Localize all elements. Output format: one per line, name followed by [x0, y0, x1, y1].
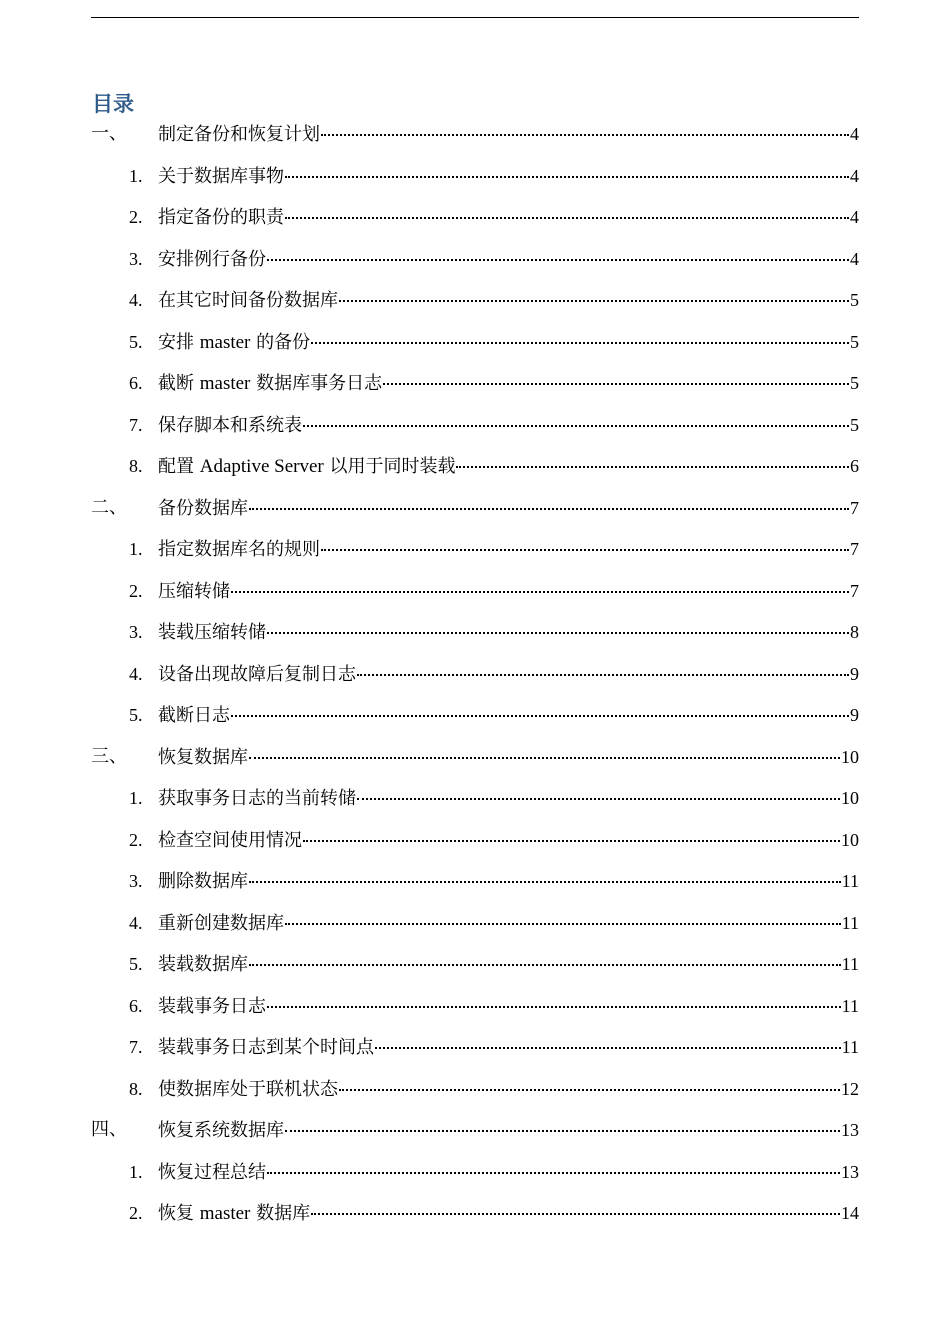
toc-entry-label: 设备出现故障后复制日志 [158, 663, 356, 685]
toc-entry-number: 5. [129, 954, 143, 974]
header-rule [91, 17, 859, 18]
toc-entry-page-number: 9 [850, 663, 859, 684]
toc-entry-label: 装载事务日志到某个时间点 [158, 1037, 374, 1058]
toc-entry-page-number: 12 [841, 1078, 859, 1099]
toc-section-entry[interactable] [91, 569, 859, 611]
toc-entry-number: 3. [129, 871, 143, 891]
toc-entry-line [158, 703, 859, 727]
toc-entry-number: 一、 [91, 123, 127, 144]
toc-section-entry[interactable] [91, 1191, 859, 1233]
toc-section-entry[interactable] [91, 278, 859, 320]
toc-section-entry[interactable] [91, 154, 859, 196]
toc-entry-label: 备份数据库 [158, 497, 248, 519]
toc-entry-line [158, 786, 859, 810]
toc-entry-page-number: 8 [850, 622, 859, 642]
toc-entry-line [158, 496, 859, 520]
toc-section-entry[interactable] [91, 984, 859, 1026]
toc-entry-number: 4. [129, 290, 143, 310]
toc-entry-number: 3. [129, 248, 143, 269]
toc-entry-number: 四、 [91, 1119, 127, 1140]
toc-entry-page-number: 6 [850, 456, 859, 476]
toc-dot-leader [303, 425, 849, 427]
toc-dot-leader [267, 1172, 840, 1174]
toc-entry-line [158, 1201, 859, 1225]
toc-section-entry[interactable] [91, 942, 859, 984]
toc-entry-number: 1. [129, 788, 143, 808]
toc-entry-line [158, 122, 859, 146]
toc-entry-number: 1. [129, 1161, 143, 1182]
toc-section-entry[interactable] [91, 444, 859, 486]
toc-entry-line [158, 537, 859, 561]
toc-entry-label: 检查空间使用情况 [158, 829, 302, 851]
toc-entry-label: 配置 Adaptive Server 以用于同时装载 [158, 456, 456, 477]
toc-entry-line [158, 205, 859, 229]
toc-entry-page-number: 11 [841, 954, 859, 974]
toc-entry-line [158, 413, 859, 437]
toc-entry-number: 二、 [91, 496, 127, 518]
toc-dot-leader [456, 466, 849, 468]
toc-entry-line [158, 454, 859, 478]
toc-entry-label: 关于数据库事物 [158, 165, 284, 187]
toc-entry-number: 2. [129, 207, 143, 227]
toc-section-entry[interactable] [91, 859, 859, 901]
toc-entry-page-number: 7 [850, 580, 859, 601]
toc-entry-number: 8. [129, 456, 143, 476]
toc-entry-number: 3. [129, 622, 143, 642]
toc-entry-label: 获取事务日志的当前转储 [158, 788, 356, 809]
toc-dot-leader [267, 1006, 841, 1008]
toc-entry-number: 4. [129, 663, 143, 684]
toc-entry-label: 截断日志 [158, 705, 230, 726]
toc-dot-leader [321, 134, 849, 136]
toc-entry-page-number: 10 [841, 788, 859, 808]
toc-entry-number: 4. [129, 912, 143, 933]
toc-entry-label: 指定数据库名的规则 [158, 539, 320, 560]
toc-dot-leader [267, 259, 849, 261]
toc-entry-label: 安排例行备份 [158, 248, 266, 270]
toc-entry-line [158, 1160, 859, 1184]
toc-entry-number: 7. [129, 1037, 143, 1057]
toc-entry-label: 删除数据库 [158, 871, 248, 892]
toc-entry-label: 装载事务日志 [158, 995, 266, 1017]
toc-entry-line [158, 994, 859, 1018]
toc-entry-line [158, 745, 859, 769]
toc-entry-number: 1. [129, 165, 143, 186]
toc-chapter-entry[interactable] [91, 735, 859, 777]
toc-entry-page-number: 5 [850, 414, 859, 435]
toc-dot-leader [311, 1213, 840, 1215]
toc-section-entry[interactable] [91, 818, 859, 860]
toc-entry-number: 三、 [91, 745, 127, 767]
toc-entry-page-number: 7 [850, 539, 859, 559]
toc-entry-label: 压缩转储 [158, 580, 230, 602]
toc-dot-leader [249, 757, 840, 759]
toc-entry-page-number: 7 [850, 497, 859, 518]
toc-entry-number: 2. [129, 1203, 143, 1223]
toc-entry-line [158, 1118, 859, 1142]
toc-dot-leader [339, 300, 849, 302]
toc-entry-page-number: 5 [850, 331, 859, 352]
toc-dot-leader [285, 1130, 840, 1132]
toc-entry-page-number: 4 [850, 124, 859, 144]
toc-section-entry[interactable] [91, 195, 859, 237]
toc-entry-line [158, 330, 859, 354]
toc-entry-number: 5. [129, 331, 143, 352]
toc-entry-page-number: 5 [850, 373, 859, 393]
toc-entry-number: 1. [129, 539, 143, 559]
toc-title: 目录 [92, 92, 134, 116]
toc-entry-page-number: 4 [850, 248, 859, 269]
toc-entry-line [158, 579, 859, 603]
toc-entry-line [158, 164, 859, 188]
toc-dot-leader [357, 798, 840, 800]
toc-entry-page-number: 5 [850, 290, 859, 310]
toc-entry-label: 重新创建数据库 [158, 912, 284, 934]
toc-entry-page-number: 4 [850, 207, 859, 227]
toc-entry-line [158, 1035, 859, 1059]
toc-entry-number: 6. [129, 995, 143, 1016]
toc-entry-label: 装载数据库 [158, 954, 248, 975]
toc-chapter-entry[interactable] [91, 1108, 859, 1150]
toc-entry-page-number: 9 [850, 705, 859, 725]
toc-entry-label: 恢复过程总结 [158, 1161, 266, 1183]
toc-list [91, 112, 859, 1233]
toc-dot-leader [231, 591, 849, 593]
toc-entry-page-number: 10 [841, 829, 859, 850]
toc-section-entry[interactable] [91, 527, 859, 569]
toc-entry-line [158, 620, 859, 644]
toc-entry-line [158, 869, 859, 893]
toc-dot-leader [375, 1047, 841, 1049]
toc-entry-line [158, 247, 859, 271]
toc-entry-number: 2. [129, 829, 143, 850]
toc-entry-label: 使数据库处于联机状态 [158, 1078, 338, 1100]
toc-entry-label: 制定备份和恢复计划 [158, 124, 320, 145]
toc-entry-label: 在其它时间备份数据库 [158, 290, 338, 311]
toc-entry-page-number: 11 [841, 912, 859, 933]
toc-entry-number: 2. [129, 580, 143, 601]
toc-dot-leader [249, 881, 841, 883]
toc-section-entry[interactable] [91, 652, 859, 694]
toc-section-entry[interactable] [91, 901, 859, 943]
toc-entry-page-number: 11 [841, 995, 859, 1016]
toc-entry-line [158, 1077, 859, 1101]
toc-entry-number: 6. [129, 373, 143, 393]
toc-dot-leader [249, 508, 849, 510]
toc-entry-page-number: 11 [841, 871, 859, 891]
toc-section-entry[interactable] [91, 361, 859, 403]
toc-entry-number: 8. [129, 1078, 143, 1099]
toc-entry-label: 保存脚本和系统表 [158, 414, 302, 436]
toc-entry-line [158, 371, 859, 395]
toc-dot-leader [285, 176, 849, 178]
toc-entry-label: 恢复系统数据库 [158, 1120, 284, 1141]
toc-entry-label: 指定备份的职责 [158, 207, 284, 228]
toc-entry-label: 装载压缩转储 [158, 622, 266, 643]
toc-dot-leader [267, 632, 849, 634]
toc-dot-leader [285, 217, 849, 219]
toc-section-entry[interactable] [91, 320, 859, 362]
toc-entry-page-number: 13 [841, 1120, 859, 1140]
toc-entry-page-number: 13 [841, 1161, 859, 1182]
toc-entry-number: 7. [129, 414, 143, 435]
toc-section-entry[interactable] [91, 403, 859, 445]
toc-entry-page-number: 14 [841, 1203, 859, 1223]
toc-entry-line [158, 288, 859, 312]
toc-section-entry[interactable] [91, 1025, 859, 1067]
toc-entry-page-number: 4 [850, 165, 859, 186]
toc-entry-page-number: 11 [841, 1037, 859, 1057]
toc-section-entry[interactable] [91, 693, 859, 735]
toc-entry-label: 安排 master 的备份 [158, 331, 311, 353]
toc-dot-leader [303, 840, 840, 842]
toc-dot-leader [383, 383, 849, 385]
toc-dot-leader [311, 342, 849, 344]
toc-entry-line [158, 662, 859, 686]
toc-section-entry[interactable] [91, 776, 859, 818]
toc-chapter-entry[interactable] [91, 486, 859, 528]
toc-section-entry[interactable] [91, 237, 859, 279]
toc-entry-label: 截断 master 数据库事务日志 [158, 373, 383, 394]
toc-entry-line [158, 828, 859, 852]
toc-section-entry[interactable] [91, 610, 859, 652]
toc-entry-number: 5. [129, 705, 143, 725]
toc-entry-page-number: 10 [841, 746, 859, 767]
toc-dot-leader [285, 923, 841, 925]
toc-chapter-entry[interactable] [91, 112, 859, 154]
toc-entry-label: 恢复 master 数据库 [158, 1203, 311, 1224]
toc-dot-leader [249, 964, 841, 966]
toc-entry-line [158, 911, 859, 935]
toc-section-entry[interactable] [91, 1150, 859, 1192]
toc-entry-label: 恢复数据库 [158, 746, 248, 768]
toc-dot-leader [231, 715, 849, 717]
toc-section-entry[interactable] [91, 1067, 859, 1109]
toc-dot-leader [339, 1089, 840, 1091]
toc-entry-line [158, 952, 859, 976]
toc-dot-leader [357, 674, 849, 676]
toc-dot-leader [321, 549, 849, 551]
